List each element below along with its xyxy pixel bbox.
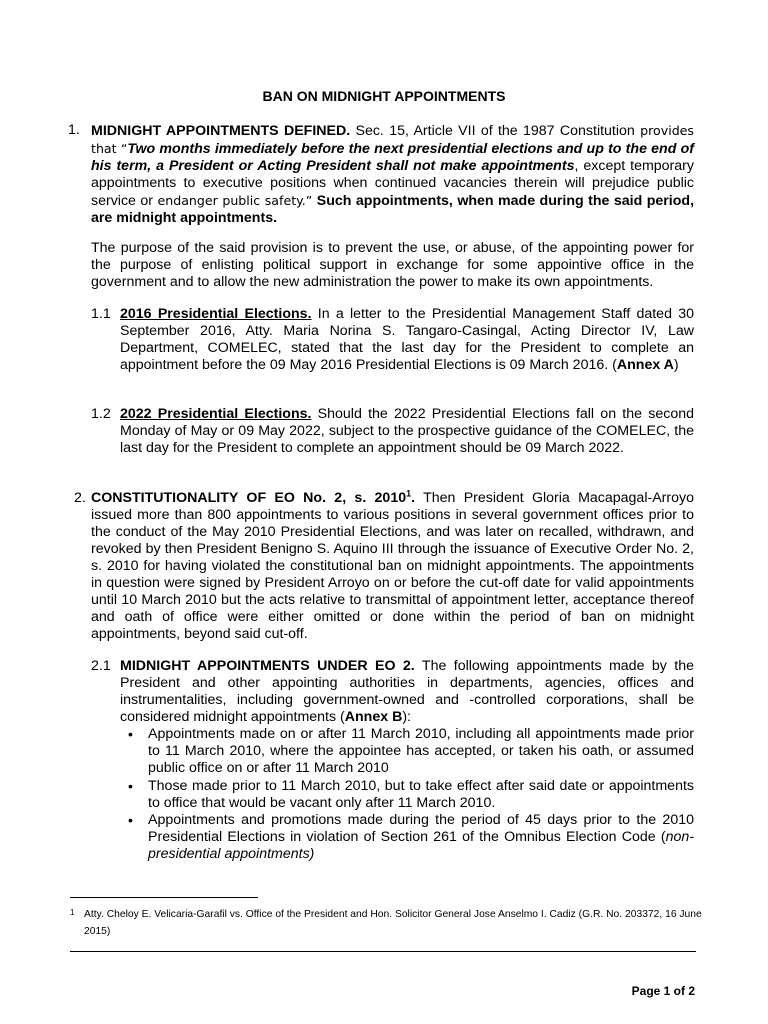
page-number: Page 1 of 2 — [631, 984, 695, 998]
bullet-2-marker: • — [128, 778, 133, 794]
bullet-1-text: Appointments made on or after 11 March 2010, including all appointments made prior to 11 March 2010, where the appointee has accepted, or taken his oath, or assumed public office on or after 11 March 2010 — [148, 726, 694, 776]
section-1-1-paragraph — [120, 306, 694, 374]
section-1-conclusion: Such appointments, when made during the said period, are midnight appointments. — [91, 193, 695, 226]
section-1-text-1: Sec. 15, Article VII of the 1987 Constitution — [350, 123, 641, 139]
purpose-paragraph: The purpose of the said provision is to prevent the use, or abuse, of the appointing power for the purpose of enlisting political support in exchange for some appointive office in the government and to allow the new administration the power to make its own appointments. — [91, 240, 694, 290]
constitution-quote: Two months immediately before the next presidential elections and up to the end of his term, a President or Acting President shall not make appointments — [91, 141, 694, 174]
annex-a-ref: Annex A — [616, 357, 674, 373]
bullet-3-text: Appointments and promotions made during the period of 45 days prior to the 2010 Presidential Elections in violation of Section 261 of the Omnibus Election Code ( — [148, 812, 694, 845]
document-title: BAN ON MIDNIGHT APPOINTMENTS — [262, 88, 506, 104]
section-2-1-close: ): — [402, 709, 411, 725]
section-1-1-text: In a letter to the Presidential Management Staff dated 30 September 2016, Atty. Maria Norina S. Tangaro-Casingal, Acting Director IV, Law Department, COMELEC, stated that the last day for the President to complete an appointment before the 09 May 2016 Presidential Elections is 09 March 2016. ( — [120, 306, 694, 373]
section-1-2-text: Should the 2022 Presidential Elections fall on the second Monday of May or 09 May 2022, subject to the prospective guidance of the COMELEC, the last day for the President to complete an appointment should be 09 March 2022. — [120, 406, 694, 456]
section-1-text-3: , except temporary appointments to executive positions when continued vacancies therein will prejudice public service or — [91, 158, 694, 209]
section-1-text-2: provides that “ — [91, 123, 694, 156]
footnote-marker: 1 — [406, 488, 412, 499]
section-1-2-number: 1.2 — [91, 406, 111, 422]
section-1-2-paragraph — [120, 406, 694, 457]
bullet-2-text: Those made prior to 11 March 2010, but to take effect after said date or appointments to office that would be vacant only after 11 March 2010. — [148, 778, 694, 811]
bullet-3-marker: • — [128, 812, 133, 828]
section-1-2-heading: 2022 Presidential Elections. — [120, 406, 312, 422]
section-2-heading: CONSTITUTIONALITY OF EO No. 2, s. 2010 — [91, 490, 407, 506]
section-1-text-4: endanger public safety.” — [157, 193, 313, 208]
section-1-heading: MIDNIGHT APPOINTMENTS DEFINED. — [91, 123, 351, 139]
section-1-1-close: ) — [673, 357, 679, 373]
section-1-1-heading: 2016 Presidential Elections. — [120, 306, 312, 322]
footnote-number: 1 — [70, 908, 75, 917]
section-1-1-number: 1.1 — [91, 306, 111, 322]
footnote-text: Atty. Cheloy E. Velicaria-Garafil vs. Office of the President and Hon. Solicitor General Jose Anselmo I. Cadiz (G.R. No. 203372, 16 June 2015) — [84, 909, 702, 937]
section-2-number: 2. — [74, 490, 86, 506]
section-1-number: 1. — [68, 122, 80, 138]
annex-b-ref: Annex B — [344, 709, 403, 725]
section-2-1-number: 2.1 — [91, 658, 111, 674]
bullet-3-paragraph — [148, 812, 694, 863]
footnote-separator — [70, 897, 258, 898]
footer-rule — [70, 951, 696, 952]
section-2-heading-dot: . — [411, 490, 416, 506]
footnote — [70, 906, 710, 940]
section-2-text: Then President Gloria Macapagal-Arroyo issued more than 800 appointments to various positions in several government offices prior to the conduct of the May 2010 Presidential Elections, and was later on recalled, withdrawn, and revoked by then President Benigno S. Aquino III through the issuance of Executive Order No. 2, s. 2010 for having violated the constitutional ban on midnight appointments. The appointments in question were signed by President Arroyo on or before the cut-off date for valid appointments until 10 March 2010 but the acts relative to transmittal of appointment letter, acceptance thereof and oath of office were either omitted or done within the period of ban on midnight appointments, beyond said cut-off. — [91, 490, 694, 642]
section-1-paragraph — [91, 122, 694, 227]
bullet-3-italic: non-presidential appointments) — [148, 829, 694, 862]
section-2-paragraph — [91, 490, 694, 643]
bullet-1-marker: • — [128, 726, 133, 742]
section-2-1-text: The following appointments made by the President and other appointing authorities in departments, agencies, offices and instrumentalities, including government-owned and -controlled corporations, shall be considered midnight appointments ( — [120, 658, 694, 725]
section-2-1-heading: MIDNIGHT APPOINTMENTS UNDER EO 2. — [120, 658, 415, 674]
section-2-1-paragraph — [120, 658, 694, 726]
